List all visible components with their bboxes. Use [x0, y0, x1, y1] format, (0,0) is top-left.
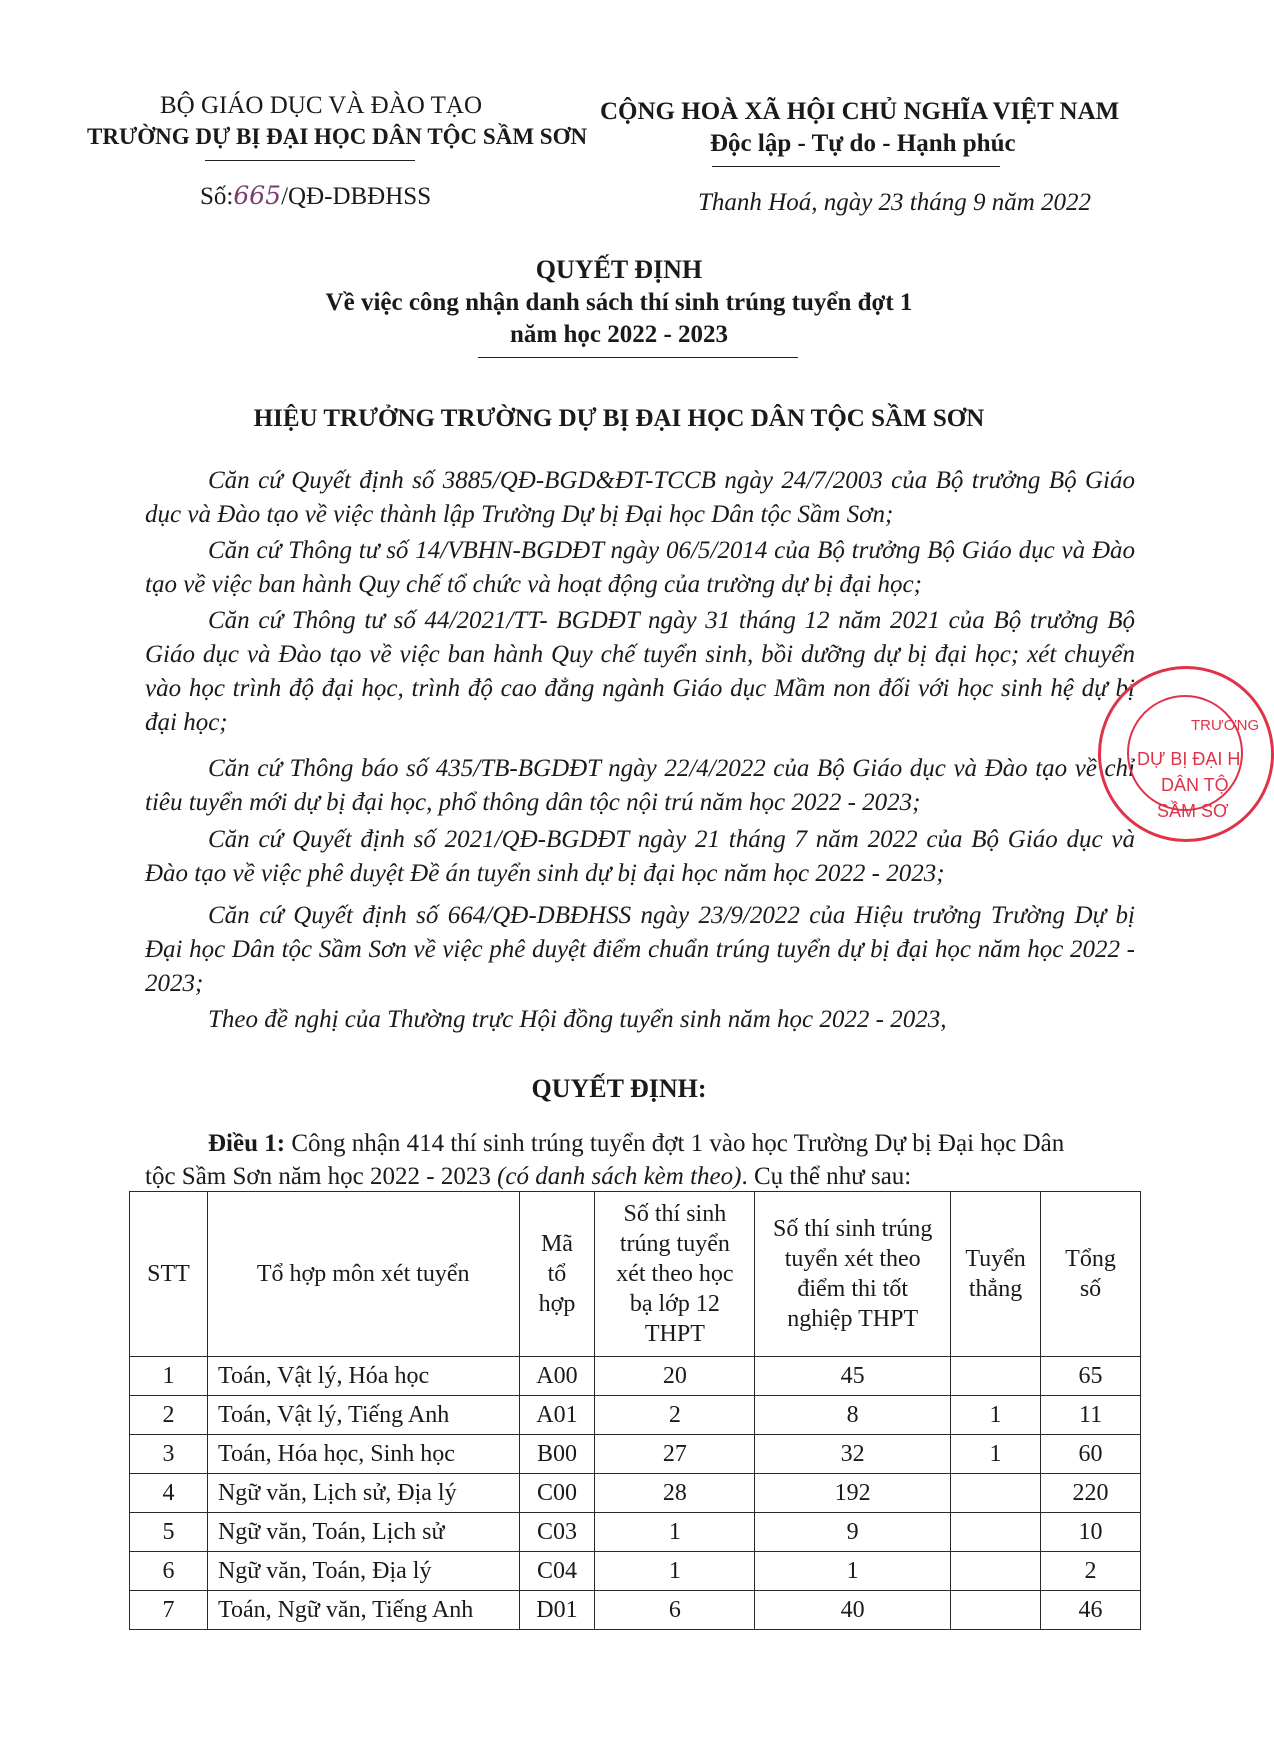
cell-code: C03 — [519, 1513, 595, 1552]
cell-combo: Ngữ văn, Lịch sử, Địa lý — [207, 1474, 519, 1513]
cell-stt: 1 — [130, 1357, 208, 1396]
table-row — [130, 1435, 1141, 1474]
cell-total: 11 — [1041, 1396, 1141, 1435]
official-seal-stamp — [1098, 666, 1274, 842]
table-row — [130, 1591, 1141, 1630]
header-transcript: Số thí sinh trúng tuyển xét theo học bạ lớp 12 THPT — [595, 1192, 755, 1357]
place-and-date: Thanh Hoá, ngày 23 tháng 9 năm 2022 — [698, 189, 1092, 216]
table-row — [130, 1513, 1141, 1552]
issuing-authority: HIỆU TRƯỞNG TRƯỜNG DỰ BỊ ĐẠI HỌC DÂN TỘC SẦM SƠN — [253, 405, 985, 432]
seal-text-3: DÂN TỘ — [1161, 775, 1229, 795]
table-row — [130, 1357, 1141, 1396]
cell-combo: Ngữ văn, Toán, Lịch sử — [207, 1513, 519, 1552]
article-1-line2 — [145, 1163, 911, 1191]
cell-total: 10 — [1041, 1513, 1141, 1552]
cell-direct — [951, 1474, 1041, 1513]
national-motto: Độc lập - Tự do - Hạnh phúc — [710, 130, 1016, 157]
cell-stt: 4 — [130, 1474, 208, 1513]
cell-stt: 7 — [130, 1591, 208, 1630]
cell-direct — [951, 1357, 1041, 1396]
table-row — [130, 1474, 1141, 1513]
basis-paragraph-3: Căn cứ Thông tư số 44/2021/TT- BGDĐT ngày 31 tháng 12 năm 2021 của Bộ trưởng Bộ Giáo dục và Đào tạo về việc ban hành Quy chế tuyển sinh, bồi dưỡng dự bị đại học; xét chuyển vào học trình độ đại học, trình độ cao đẳng ngành Giáo dục Mầm non đối với học sinh hệ dự bị đại học; — [145, 607, 1135, 736]
document-title: QUYẾT ĐỊNH — [535, 255, 703, 284]
ministry-name: BỘ GIÁO DỤC VÀ ĐÀO TẠO — [160, 92, 482, 119]
article-1-text-pre: tộc Sầm Sơn năm học 2022 - 2023 — [145, 1163, 498, 1190]
cell-combo: Toán, Hóa học, Sinh học — [207, 1435, 519, 1474]
cell-stt: 3 — [130, 1435, 208, 1474]
cell-code: B00 — [519, 1435, 595, 1474]
basis-paragraph-7: Theo đề nghị của Thường trực Hội đồng tuyển sinh năm học 2022 - 2023, — [208, 1006, 947, 1033]
cell-transcript: 6 — [595, 1591, 755, 1630]
basis-paragraph-6: Căn cứ Quyết định số 664/QĐ-DBĐHSS ngày 23/9/2022 của Hiệu trưởng Trường Dự bị Đại học Dân tộc Sầm Sơn về việc phê duyệt điểm chuẩn trúng tuyển dự bị đại học năm học 2022 - 2023; — [145, 902, 1135, 997]
article-1-text-line1: Công nhận 414 thí sinh trúng tuyển đợt 1 vào học Trường Dự bị Đại học Dân — [291, 1130, 1065, 1157]
cell-code: A00 — [519, 1357, 595, 1396]
republic-name: CỘNG HOÀ XÃ HỘI CHỦ NGHĨA VIỆT NAM — [600, 98, 1120, 125]
motto-underline — [712, 166, 1000, 167]
header-stt: STT — [130, 1192, 208, 1357]
article-1-label: Điều 1: — [208, 1130, 286, 1157]
cell-combo: Ngữ văn, Toán, Địa lý — [207, 1552, 519, 1591]
article-1-line1 — [208, 1130, 1064, 1158]
basis-paragraph-5: Căn cứ Quyết định số 2021/QĐ-BGDĐT ngày 21 tháng 7 năm 2022 của Bộ Giáo dục và Đào tạo về việc phê duyệt Đề án tuyển sinh dự bị đại học năm học 2022 - 2023; — [145, 826, 1135, 887]
cell-direct — [951, 1513, 1041, 1552]
seal-text-4: SẦM SƠ — [1157, 801, 1229, 821]
title-underline — [478, 357, 798, 358]
cell-stt: 6 — [130, 1552, 208, 1591]
cell-code: D01 — [519, 1591, 595, 1630]
cell-direct — [951, 1591, 1041, 1630]
cell-combo: Toán, Vật lý, Tiếng Anh — [207, 1396, 519, 1435]
cell-transcript: 1 — [595, 1513, 755, 1552]
school-name: TRƯỜNG DỰ BỊ ĐẠI HỌC DÂN TỘC SẦM SƠN — [87, 124, 588, 149]
table-row — [130, 1396, 1141, 1435]
header-total: Tổng số — [1041, 1192, 1141, 1357]
number-suffix: /QĐ-DBĐHSS — [281, 183, 432, 210]
seal-text-1: TRƯỜNG — [1191, 717, 1260, 734]
seal-text-2: DỰ BỊ ĐẠI H — [1137, 749, 1241, 769]
handwritten-number: 665 — [233, 181, 282, 210]
cell-exam: 40 — [755, 1591, 951, 1630]
header-exam: Số thí sinh trúng tuyển xét theo điểm thi tốt nghiệp THPT — [755, 1192, 951, 1357]
title-subject-line2: năm học 2022 - 2023 — [509, 321, 729, 348]
cell-code: C04 — [519, 1552, 595, 1591]
cell-transcript: 27 — [595, 1435, 755, 1474]
cell-total: 65 — [1041, 1357, 1141, 1396]
basis-paragraph-2: Căn cứ Thông tư số 14/VBHN-BGDĐT ngày 06/5/2014 của Bộ trưởng Bộ Giáo dục và Đào tạo về việc ban hành Quy chế tổ chức và hoạt động của trường dự bị đại học; — [145, 537, 1135, 598]
cell-transcript: 28 — [595, 1474, 755, 1513]
cell-total: 220 — [1041, 1474, 1141, 1513]
admission-table — [129, 1191, 1141, 1630]
cell-exam: 45 — [755, 1357, 951, 1396]
cell-total: 2 — [1041, 1552, 1141, 1591]
header-code: Mã tổ hợp — [519, 1192, 595, 1357]
cell-total: 46 — [1041, 1591, 1141, 1630]
decision-heading: QUYẾT ĐỊNH: — [531, 1074, 707, 1103]
cell-stt: 5 — [130, 1513, 208, 1552]
cell-transcript: 2 — [595, 1396, 755, 1435]
header-combo: Tổ hợp môn xét tuyển — [207, 1192, 519, 1357]
cell-exam: 192 — [755, 1474, 951, 1513]
title-subject-line1: Về việc công nhận danh sách thí sinh trúng tuyển đợt 1 — [325, 289, 913, 316]
table-row — [130, 1552, 1141, 1591]
cell-exam: 9 — [755, 1513, 951, 1552]
basis-paragraph-1: Căn cứ Quyết định số 3885/QĐ-BGD&ĐT-TCCB ngày 24/7/2003 của Bộ trưởng Bộ Giáo dục và Đào tạo về việc thành lập Trường Dự bị Đại học Dân tộc Sầm Sơn; — [145, 467, 1135, 528]
cell-exam: 32 — [755, 1435, 951, 1474]
cell-total: 60 — [1041, 1435, 1141, 1474]
cell-direct: 1 — [951, 1396, 1041, 1435]
document-number — [200, 181, 431, 211]
cell-combo: Toán, Ngữ văn, Tiếng Anh — [207, 1591, 519, 1630]
cell-direct — [951, 1552, 1041, 1591]
cell-transcript: 20 — [595, 1357, 755, 1396]
cell-combo: Toán, Vật lý, Hóa học — [207, 1357, 519, 1396]
cell-exam: 1 — [755, 1552, 951, 1591]
cell-stt: 2 — [130, 1396, 208, 1435]
number-prefix: Số: — [200, 183, 234, 210]
basis-paragraph-4: Căn cứ Thông báo số 435/TB-BGDĐT ngày 22/4/2022 của Bộ Giáo dục và Đào tạo về chỉ tiêu tuyển mới dự bị đại học, phổ thông dân tộc nội trú năm học 2022 - 2023; — [145, 755, 1135, 816]
cell-transcript: 1 — [595, 1552, 755, 1591]
article-1-text-post: . Cụ thể như sau: — [741, 1163, 912, 1190]
table-header-row — [130, 1192, 1141, 1357]
cell-exam: 8 — [755, 1396, 951, 1435]
cell-code: A01 — [519, 1396, 595, 1435]
header-direct: Tuyển thẳng — [951, 1192, 1041, 1357]
article-1-text-italic: (có danh sách kèm theo) — [497, 1163, 742, 1190]
cell-code: C00 — [519, 1474, 595, 1513]
school-underline — [205, 160, 415, 161]
cell-direct: 1 — [951, 1435, 1041, 1474]
